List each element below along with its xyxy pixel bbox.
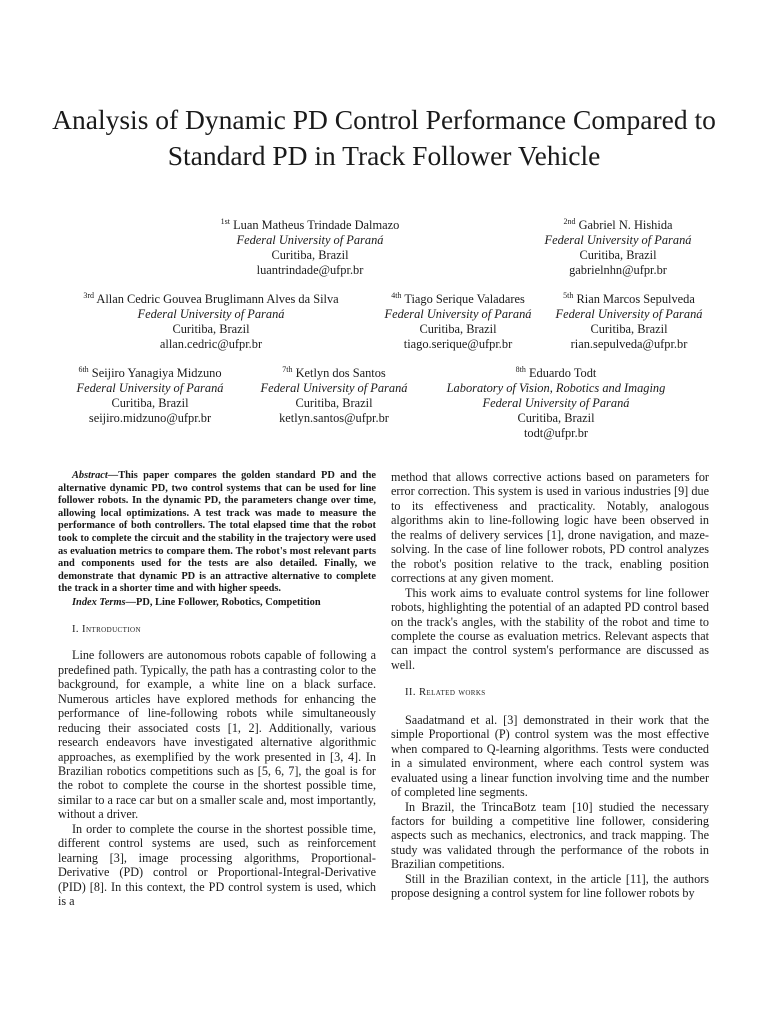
intro-paragraph-3: This work aims to evaluate control systems for line follower robots, highlighting the potential of an adapted PD control based on the track's angles, with the stability of the robot and time to complete the course as evaluation metrics. Relevant aspects that can impact the control system's performance are discussed as well. xyxy=(391,585,709,672)
author-block-5 xyxy=(546,292,712,352)
intro-paragraph-2-continued: method that allows corrective actions based on parameters for error correction. This system is used in various industries [9] due to its effectiveness and practicality. Notably, analogous algorithms akin to line-following logic have been observed in the realms of delivery services [1], drone navigation, and maze-solving. In the case of line follower robots, PD control analyzes the robot's position relative to the track, enabling position corrections at any given moment. xyxy=(391,470,709,586)
author-block-1 xyxy=(180,218,440,278)
author-name: $^{8th}$ Eduardo Todt xyxy=(515,365,597,380)
index-terms: Index Terms—PD, Line Follower, Robotics, Competition xyxy=(72,596,321,608)
author-lab: Laboratory of Vision, Robotics and Imaging xyxy=(446,381,666,395)
author-email: gabrielnhn@ufpr.br xyxy=(569,263,667,277)
author-affiliation: Federal University of Paraná xyxy=(137,307,285,321)
author-affiliation: Federal University of Paraná xyxy=(544,233,692,247)
author-email: tiago.serique@ufpr.br xyxy=(403,337,513,351)
author-name: $^{3rd}$ Allan Cedric Gouvea Bruglimann Alves da Silva xyxy=(83,291,339,306)
author-name: $^{7th}$ Ketlyn dos Santos xyxy=(282,365,386,380)
author-city: Curitiba, Brazil xyxy=(295,396,373,410)
author-block-7 xyxy=(246,366,422,426)
author-city: Curitiba, Brazil xyxy=(172,322,250,336)
intro-paragraph-1: Line followers are autonomous robots capable of following a predefined path. Typically, the path has a contrasting color to the background, for example, a white line on a black surface. Numerous articles have explored methods for enhancing the performance of line-following robots while simultaneously reducing their associated costs [1, 2]. Additionally, various research endeavors have investigated alternative algorithmic approaches, as exemplified by the work presented in [3, 4]. In Brazilian robotics competitions such as [5, 6, 7], the goal is for the robot to complete the course in the shortest possible time, similar to a race car but on a smaller scale and, most importantly, without a driver. xyxy=(58,648,376,822)
right-column xyxy=(391,470,709,901)
left-column xyxy=(58,470,376,909)
related-paragraph-1: Saadatmand et al. [3] demonstrated in their work that the simple Proportional (P) control system was the most effective when compared to Q-learning algorithms. Tests were conducted in a simulated environment, where each control system was evaluated using a linear function involving time and the number of completed line segments. xyxy=(391,712,709,800)
author-email: seijiro.midzuno@ufpr.br xyxy=(88,411,212,425)
author-affiliation: Federal University of Paraná xyxy=(555,307,703,321)
author-city: Curitiba, Brazil xyxy=(579,248,657,262)
author-affiliation: Federal University of Paraná xyxy=(236,233,384,247)
author-email: luantrindade@ufpr.br xyxy=(256,263,364,277)
author-block-8 xyxy=(418,366,694,441)
author-name: $^{4th}$ Tiago Serique Valadares xyxy=(391,291,525,306)
author-name: $^{6th}$ Seijiro Yanagiya Midzuno xyxy=(78,365,222,380)
author-affiliation: Federal University of Paraná xyxy=(482,396,630,410)
author-affiliation: Federal University of Paraná xyxy=(76,381,224,395)
author-block-3 xyxy=(56,292,366,352)
author-block-6 xyxy=(52,366,248,426)
author-city: Curitiba, Brazil xyxy=(419,322,497,336)
author-block-2 xyxy=(528,218,708,278)
author-affiliation: Federal University of Paraná xyxy=(260,381,408,395)
author-name: $^{2nd}$ Gabriel N. Hishida xyxy=(563,217,673,232)
author-email: allan.cedric@ufpr.br xyxy=(159,337,263,351)
author-city: Curitiba, Brazil xyxy=(517,411,595,425)
author-name: $^{1st}$ Luan Matheus Trindade Dalmazo xyxy=(220,217,400,232)
abstract: Abstract—This paper compares the golden standard PD and the alternative dynamic PD, two control systems that can be used for line follower robots. In the dynamic PD, the parameters change over time, allowing local optimizations. A test track was made to measure the performance of both controllers. The total elapsed time that the robot took to complete the circuit and the stability in the trajectory were used as evaluation metrics to compare them. The robot's most relevant parts and components used for the tests are also detailed. Finally, we demonstrate that dynamic PD is an attractive alternative to complete the track in a shorter time and with higher speeds. xyxy=(58,470,376,595)
section-heading-introduction: I. Introduction xyxy=(72,623,141,635)
author-block-4 xyxy=(370,292,546,352)
author-city: Curitiba, Brazil xyxy=(271,248,349,262)
author-name: $^{5th}$ Rian Marcos Sepulveda xyxy=(563,291,695,306)
intro-paragraph-2: In order to complete the course in the shortest possible time, different control systems are used, such as reinforcement learning [3], image processing algorithms, Proportional-Derivative (PD) control or Proportional-Integral-Derivative (PID) [8]. In this context, the PD control system is used, which is a xyxy=(58,821,376,909)
related-paragraph-3: Still in the Brazilian context, in the article [11], the authors propose designing a control system for line follower robots by xyxy=(391,871,709,901)
author-email: todt@ufpr.br xyxy=(523,426,589,440)
author-city: Curitiba, Brazil xyxy=(590,322,668,336)
section-heading-related-works: II. Related works xyxy=(405,687,486,699)
related-paragraph-2: In Brazil, the TrincaBotz team [10] studied the necessary factors for building a competitive line follower, considering aspects such as mechanics, electronics, and track mapping. The study was validated through the performance of the robots in Brazilian competitions. xyxy=(391,799,709,872)
author-email: ketlyn.santos@ufpr.br xyxy=(279,411,389,425)
author-affiliation: Federal University of Paraná xyxy=(384,307,532,321)
paper-title: Analysis of Dynamic PD Control Performance Compared to Standard PD in Track Follower Vehicle xyxy=(52,104,716,171)
author-city: Curitiba, Brazil xyxy=(111,396,189,410)
author-email: rian.sepulveda@ufpr.br xyxy=(570,337,688,351)
